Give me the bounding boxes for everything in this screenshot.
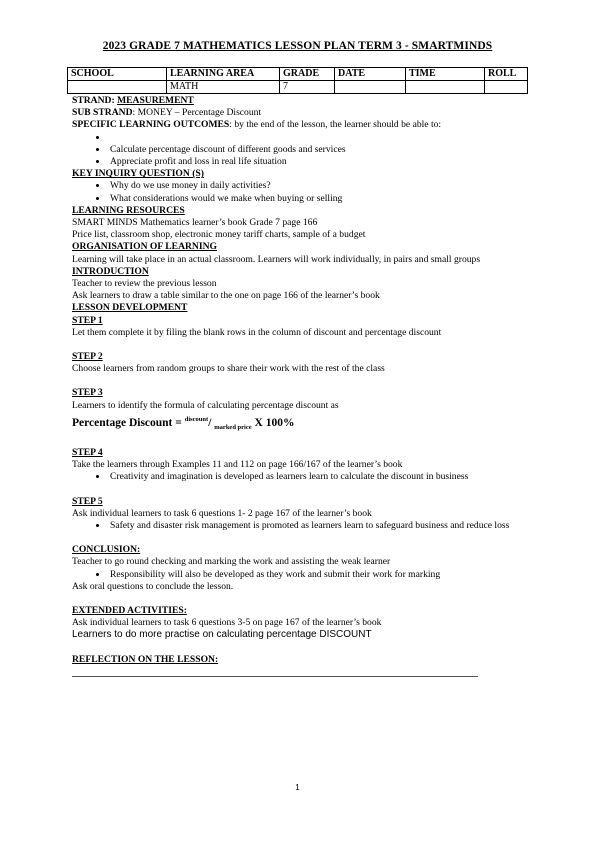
cell-learning-area: MATH [167,81,280,94]
step4-text: Take the learners through Examples 11 and 112 on page 166/167 of the learner’s book [72,459,403,471]
header-school: SCHOOL [68,68,167,81]
step5-text: Ask individual learners to task 6 questions 1- 2 page 167 of the learner’s book [72,507,372,519]
conclusion-list [72,569,532,581]
header-roll: ROLL [485,68,528,81]
cell-grade: 7 [280,81,335,94]
step4-heading: STEP 4 [72,447,103,458]
resources-line: SMART MINDS Mathematics learner’s book Grade 7 page 166 [72,217,318,229]
step2-text: Choose learners from random groups to share their work with the rest of the class [72,363,385,375]
conclusion-heading: CONCLUSION: [72,544,141,556]
introduction-heading: INTRODUCTION [72,265,149,277]
cell-date [335,81,406,94]
sub-strand-line [72,107,532,119]
outcomes-intro: : by the end of the lesson, the learner should be able to: [229,119,442,131]
header-grade: GRADE [280,68,335,81]
list-item: • What considerations would we make when buying or selling [108,193,532,205]
introduction-line: Teacher to review the previous lesson [72,278,217,290]
formula-slash: / [208,416,215,429]
formula-main: Percentage Discount = [72,416,185,429]
step2-heading: STEP 2 [72,351,103,363]
resources-heading: LEARNING RESOURCES [72,204,185,216]
organisation-heading: ORGANISATION OF LEARNING [72,241,217,253]
percentage-discount-formula [72,412,532,435]
organisation-text: Learning will take place in an actual classroom. Learners will work individually, in pairs and small groups [72,253,481,265]
strand-label: STRAND: [72,95,115,106]
cell-school [68,81,167,94]
list-item: • Safety and disaster risk management is promoted as learners learn to safeguard business and reduce loss [108,520,532,532]
inquiry-heading: KEY INQUIRY QUESTION (S) [72,168,204,180]
reflection-line [72,670,478,677]
resources-line: Price list, classroom shop, electronic money tariff charts, sample of a budget [72,229,366,241]
sub-strand-label: SUB STRAND [72,107,133,119]
header-time: TIME [406,68,485,81]
outcomes-line [72,119,532,131]
step5-heading: STEP 5 [72,495,103,507]
conclusion-text: Teacher to go round checking and marking the work and assisting the weak learner [72,556,391,568]
extended-text: Ask individual learners to task 6 questions 3-5 on page 167 of the learner’s book [72,617,382,629]
list-item: • Creativity and imagination is developed as learners learn to calculate the discount in business [108,471,532,483]
strand-line [72,95,532,107]
list-item: • Calculate percentage discount of different goods and services [108,144,532,156]
header-learning-area: LEARNING AREA [167,68,280,81]
step3-heading: STEP 3 [72,387,103,399]
list-item [108,132,532,144]
list-item: • Appreciate profit and loss in real life situation [108,156,532,168]
header-date: DATE [335,68,406,81]
reflection-heading: REFLECTION ON THE LESSON: [72,653,219,665]
formula-numerator: discount [184,415,209,423]
step1-heading: STEP 1 [72,314,103,326]
lesson-development-heading: LESSON DEVELOPMENT [72,302,188,314]
cell-roll [485,81,528,94]
step4-list [72,471,532,483]
outcomes-label: SPECIFIC LEARNING OUTCOMES [72,119,230,131]
lesson-info-table [67,67,528,94]
document-title: 2023 GRADE 7 MATHEMATICS LESSON PLAN TERM 3 - SMARTMINDS [102,40,493,52]
list-item: • Responsibility will also be developed as they work and submit their work for marking [108,569,532,581]
step3-text: Learners to identify the formula of calculating percentage discount as [72,399,339,411]
list-item: • Why do we use money in daily activities? [108,180,532,192]
formula-denominator: marked price [214,424,252,431]
introduction-line: Ask learners to draw a table similar to the one on page 166 of the learner’s book [72,290,380,302]
table-header-row [68,68,528,81]
lesson-content [72,95,532,677]
inquiry-list [72,180,532,204]
step5-list [72,520,532,532]
outcomes-list [72,132,532,169]
page-number: 1 [295,783,300,792]
cell-time [406,81,485,94]
table-row [68,81,528,94]
sub-strand-value: : MONEY – Percentage Discount [132,107,262,119]
extended-text2: Learners to do more practise on calculating percentage DISCOUNT [72,629,372,641]
formula-tail: X 100% [251,416,295,429]
step1-text: Let them complete it by filing the blank rows in the column of discount and percentage discount [72,326,442,338]
extended-heading: EXTENDED ACTIVITIES: [72,605,187,617]
conclusion-text2: Ask oral questions to conclude the lesson. [72,580,234,592]
strand-value: MEASUREMENT [117,95,194,106]
